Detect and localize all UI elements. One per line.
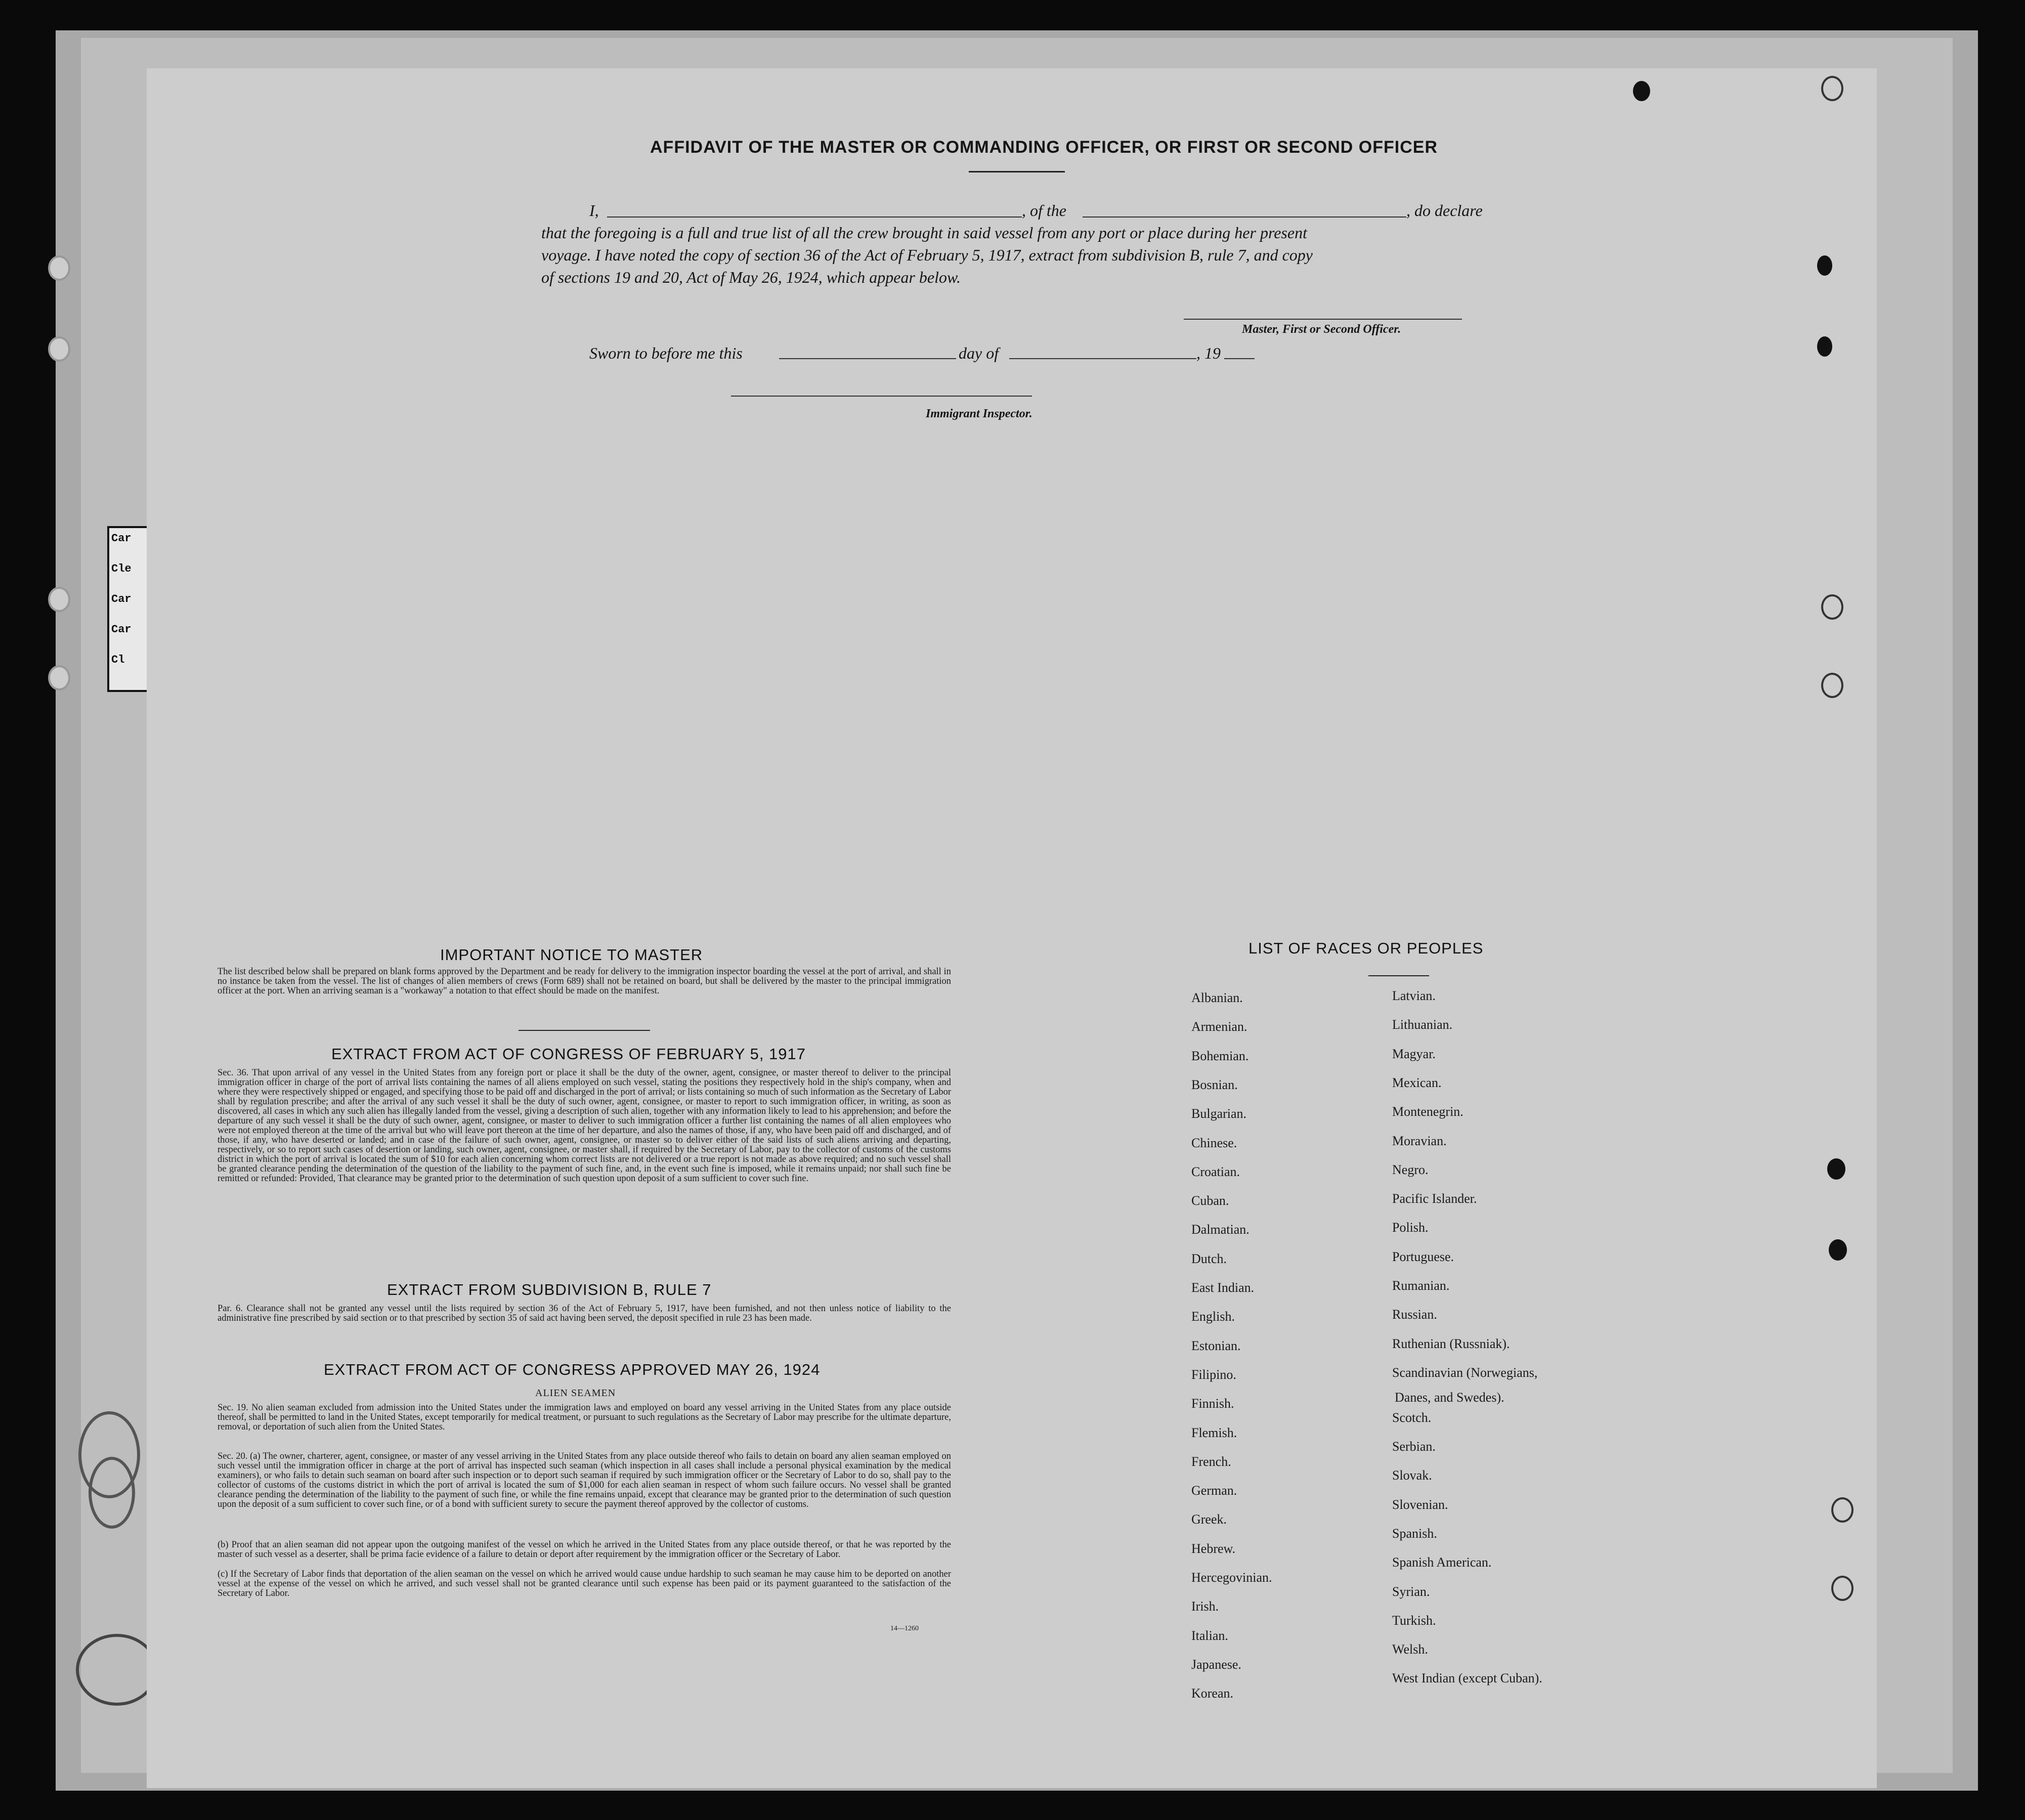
race-item: Dutch.: [1191, 1251, 1227, 1266]
page-hole: [1817, 336, 1832, 357]
binding-hole: [48, 336, 70, 362]
binding-hole: [48, 255, 70, 281]
race-item: English.: [1191, 1309, 1235, 1324]
name-blank[interactable]: [607, 216, 1022, 218]
affidavit-i-label: I,: [589, 201, 599, 220]
binding-hole: [48, 587, 70, 612]
affidavit-line-4: of sections 19 and 20, Act of May 26, 1924, which appear below.: [541, 268, 961, 286]
inspector-label: Immigrant Inspector.: [926, 407, 1032, 420]
race-item: Dalmatian.: [1191, 1222, 1250, 1237]
affidavit-title: AFFIDAVIT OF THE MASTER OR COMMANDING OFFICER, OR FIRST OR SECOND OFFICER: [650, 138, 1438, 157]
race-item: Mexican.: [1392, 1075, 1442, 1090]
race-item: Portuguese.: [1392, 1249, 1454, 1264]
affidavit-declare-label: , do declare: [1406, 201, 1483, 220]
master-signature-label: Master, First or Second Officer.: [1242, 323, 1401, 336]
binding-cord: [76, 1634, 158, 1706]
extract-rule7-text: Par. 6. Clearance shall not be granted any vessel until the lists required by section 36 of the Act of February 5, 1917, have been furnished, and not then unless notice of liability to the administrative fine prescribed by said section or to that prescribed by section 35 of said act having been served, the deposit specified in rule 23 has been made.: [218, 1304, 951, 1323]
affidavit-line-2: that the foregoing is a full and true list of all the crew brought in said vessel from any port or place during her present: [541, 224, 1307, 242]
tag-line: Car: [111, 623, 132, 636]
sworn-month-blank[interactable]: [1009, 358, 1196, 359]
extract-1924-sec20b: (b) Proof that an alien seaman did not appear upon the outgoing manifest of the vessel on which he arrived in the United States from any place outside thereof, or that he was reported by the master of such vessel as a deserter, shall be prima facie evidence of a failure to detain or deport after requirement by the immigration officer or the Secretary of Labor.: [218, 1540, 951, 1559]
race-item: French.: [1191, 1454, 1231, 1469]
extract-rule7-title: EXTRACT FROM SUBDIVISION B, RULE 7: [387, 1281, 712, 1298]
notice-title: IMPORTANT NOTICE TO MASTER: [440, 946, 703, 964]
race-item: Latvian.: [1392, 988, 1436, 1003]
sworn-label: Sworn to before me this: [589, 344, 743, 362]
race-item: Hebrew.: [1191, 1541, 1236, 1556]
race-item: East Indian.: [1191, 1280, 1255, 1295]
vessel-blank[interactable]: [1083, 216, 1406, 218]
race-item-continuation: Danes, and Swedes).: [1395, 1390, 1504, 1405]
day-of-label: day of: [959, 344, 999, 362]
extract-1924-subtitle: ALIEN SEAMEN: [535, 1388, 616, 1399]
race-item: West Indian (except Cuban).: [1392, 1671, 1542, 1685]
notice-text: The list described below shall be prepared on blank forms approved by the Department and be ready for delivery to the immigration inspector boarding the vessel at the port of arrival, and shall in no instance be taken from the vessel. The list of changes of alien members of crews (Form 689) shall not be retained on board, but shall be delivered by the master to the principal immigration officer at the port. When an arriving seaman is a "workaway" a notation to that effect should be made on the manifest.: [218, 967, 951, 996]
sworn-day-blank[interactable]: [779, 358, 956, 359]
race-item: Magyar.: [1392, 1047, 1436, 1061]
inspector-signature-line[interactable]: [731, 396, 1032, 397]
tag-line: Car: [111, 593, 132, 605]
race-item: Scotch.: [1392, 1410, 1432, 1425]
binding-cord: [89, 1457, 135, 1529]
race-item: Montenegrin.: [1392, 1104, 1463, 1119]
document-page: [147, 68, 1877, 1788]
race-item: Slovenian.: [1392, 1497, 1448, 1512]
race-item: Ruthenian (Russniak).: [1392, 1336, 1510, 1351]
race-item: Negro.: [1392, 1162, 1429, 1177]
affidavit-of-the-label: , of the: [1022, 201, 1066, 220]
extract-1917-text: Sec. 36. That upon arrival of any vessel in the United States from any foreign port or place it shall be the duty of the owner, agent, consignee, or master thereof to deliver to the principal immigration officer in charge of the port of arrival lists containing the names of all aliens employed on such vessel, stating the positions they respectively hold in the ship's company, when and where they were respectively shipped or engaged, and specifying those to be paid off and discharged in the port of arrival; or lists containing so much of such information as the Secretary of Labor shall by regulation prescribe; and after the arrival of any such vessel it shall be the duty of such owner, agent, consignee, or master to report to such immigration officer, in writing, as soon as discovered, all cases in which any such alien has illegally landed from the vessel, giving a description of such alien, together with any information likely to lead to his apprehension; and before the departure of any such vessel it shall be the duty of such owner, agent, consignee, or master to deliver to such immigration officer a further list containing the names of all alien employees who were not employed thereon at the time of the arrival but who will leave port thereon at the time of her departure, and also the names of those, if any, who have been paid off and discharged, and of those, if any, who have deserted or landed; and in case of the failure of such owner, agent, consignee, or master so to deliver either of the said lists of such aliens arriving and departing, respectively, or so to report such cases of desertion or landing, such owner, agent, consignee, or master shall, if required by the Secretary of Labor, pay to the collector of customs of the customs district in which the port of arrival is located the sum of $10 for each alien concerning whom correct lists are not delivered or a true report is not made as above required; and no such vessel shall be granted clearance pending the determination of the question of the liability to the payment of such fine, and, in the event such fine is imposed, while it remains unpaid; nor shall such fine be remitted or refunded: Provided, That clearance may be granted prior to the determination of such question upon deposit of a sum sufficient to cover such fine.: [218, 1068, 951, 1184]
year-prefix: , 19: [1196, 344, 1221, 362]
race-item: Estonian.: [1191, 1338, 1241, 1353]
race-item: Moravian.: [1392, 1134, 1447, 1148]
title-underline: [969, 171, 1065, 172]
extract-1917-title: EXTRACT FROM ACT OF CONGRESS OF FEBRUARY 5, 1917: [331, 1045, 806, 1063]
year-blank[interactable]: [1224, 358, 1255, 359]
race-item: Japanese.: [1191, 1657, 1241, 1672]
extract-1924-sec20a: Sec. 20. (a) The owner, charterer, agent, consignee, or master of any vessel arriving in the United States from any place outside thereof who fails to detain on board any alien seaman employed on such vessel until the immigration officer in charge at the port of arrival has inspected such seaman (which inspection in all cases shall include a personal physical examination by the medical examiners), or who fails to detain such seaman on board after such inspection or to deport such seaman if required by such immigration officer or the Secretary of Labor to do so, shall pay to the collector of customs of the customs district in which the port of arrival is located the sum of $1,000 for each alien seaman in respect of whom such failure occurs. No vessel shall be granted clearance pending the determination of the liability to the payment of such fine, or while the fine remains unpaid, except that clearance may be granted prior to the determination of such question upon the deposit of a sum sufficient to cover such fine, or of a bond with sufficient surety to secure the payment thereof approved by the collector of customs.: [218, 1451, 951, 1509]
page-hole: [1831, 1576, 1854, 1601]
tag-line: Cle: [111, 562, 132, 575]
race-item: German.: [1191, 1483, 1237, 1498]
page-hole: [1831, 1497, 1854, 1523]
divider: [519, 1030, 650, 1031]
tag-line: Cl: [111, 654, 125, 666]
page-hole: [1821, 594, 1843, 620]
race-item: Syrian.: [1392, 1584, 1430, 1599]
race-item: Slovak.: [1392, 1468, 1432, 1483]
page-hole: [1827, 1158, 1845, 1180]
race-item: Bosnian.: [1191, 1077, 1238, 1092]
page-hole: [1829, 1239, 1847, 1261]
race-item: Bulgarian.: [1191, 1106, 1247, 1121]
race-item: Armenian.: [1191, 1019, 1247, 1034]
page-hole: [1821, 673, 1843, 698]
race-item: Albanian.: [1191, 990, 1243, 1005]
race-item: Spanish.: [1392, 1526, 1437, 1541]
race-item: Korean.: [1191, 1686, 1234, 1701]
race-item: Cuban.: [1191, 1193, 1229, 1208]
tag-line: Car: [111, 532, 132, 545]
race-item: Spanish American.: [1392, 1555, 1492, 1570]
race-item: Polish.: [1392, 1220, 1429, 1235]
extract-1924-sec20c: (c) If the Secretary of Labor finds that deportation of the alien seaman on the vessel on which he arrived would cause undue hardship to such seaman he may cause him to be deported on another vessel at the expense of the vessel on which he arrived, and such vessel shall not be granted clearance until such expense has been paid or its payment guaranteed to the satisfaction of the Secretary of Labor.: [218, 1569, 951, 1598]
race-item: Filipino.: [1191, 1367, 1236, 1382]
race-item: Hercegovinian.: [1191, 1570, 1272, 1585]
race-item: Pacific Islander.: [1392, 1191, 1477, 1206]
master-signature-line[interactable]: [1184, 319, 1462, 320]
race-item: Croatian.: [1191, 1164, 1240, 1179]
race-item: Turkish.: [1392, 1613, 1436, 1628]
race-item: Italian.: [1191, 1628, 1228, 1643]
race-item: Irish.: [1191, 1599, 1219, 1614]
race-item: Bohemian.: [1191, 1049, 1249, 1063]
race-item: Flemish.: [1191, 1425, 1237, 1440]
divider: [1368, 975, 1429, 976]
race-item: Welsh.: [1392, 1642, 1428, 1657]
affidavit-line-3: voyage. I have noted the copy of section 36 of the Act of February 5, 1917, extract from subdivision B, rule 7, and copy: [541, 246, 1313, 264]
page-hole: [1633, 81, 1650, 101]
race-item: Chinese.: [1191, 1136, 1237, 1150]
races-title: LIST OF RACES OR PEOPLES: [1248, 939, 1484, 957]
binding-hole: [48, 665, 70, 690]
race-item: Lithuanian.: [1392, 1017, 1453, 1032]
race-item: Greek.: [1191, 1512, 1227, 1527]
extract-1924-title: EXTRACT FROM ACT OF CONGRESS APPROVED MAY 26, 1924: [324, 1361, 821, 1378]
form-number: 14—1260: [890, 1625, 919, 1632]
race-item: Serbian.: [1392, 1439, 1436, 1454]
page-hole: [1817, 255, 1832, 276]
race-item: Scandinavian (Norwegians,: [1392, 1365, 1538, 1380]
race-item: Russian.: [1392, 1307, 1437, 1322]
page-hole: [1821, 76, 1843, 101]
race-item: Rumanian.: [1392, 1278, 1450, 1293]
side-index-tag: [107, 526, 151, 692]
extract-1924-sec19: Sec. 19. No alien seaman excluded from admission into the United States under the immigration laws and employed on board any vessel arriving in the United States from any place outside thereof, shall be permitted to land in the United States, except temporarily for medical treatment, or pursuant to such regulations as the Secretary of Labor may prescribe for the ultimate departure, removal, or deportation of such alien from the United States.: [218, 1403, 951, 1432]
race-item: Finnish.: [1191, 1396, 1234, 1411]
